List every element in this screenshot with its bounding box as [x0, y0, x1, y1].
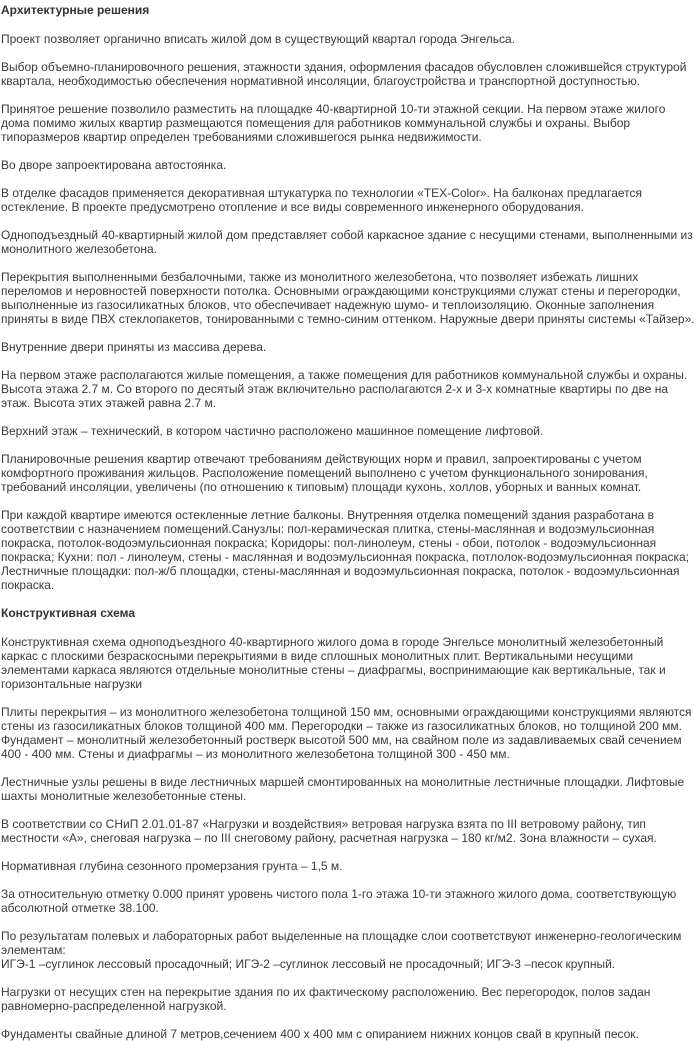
section-heading-structural-scheme: Конструктивная схема: [1, 606, 135, 620]
paragraph: Перекрытия выполненными безбалочными, также из монолитного железобетона, что позволяет избежать лишних переломов и неровностей поверхности потолка. Основными ограждающими конструкциями служат стены и перегородки, выполненные из газосиликатных блоков, что обеспечивает надежную шумо- и теплоизоляцию. Оконные заполнения приняты в виде ПВХ стеклопакетов, тонированными с темно-синим оттенком. Наружные двери приняты системы «Тайзер».: [1, 270, 695, 326]
paragraph: Плиты перекрытия – из монолитного железобетона толщиной 150 мм, основными ограждающими конструкциями являются стены из газосиликатных блоков толщиной 400 мм. Перегородки – также из газосиликатных блоков, но толщиной 200 мм. Фундамент – монолитный железобетонный ростверк высотой 500 мм, на свайном поле из задавливаемых свай сечением 400 - 400 мм. Стены и диафрагмы – из монолитного железобетона толщиной 300 - 450 мм.: [1, 705, 692, 761]
paragraph: В соответствии со СНиП 2.01.01-87 «Нагрузки и воздействия» ветровая нагрузка взята по III ветровому району, тип местности «А», снеговая нагрузка – по III снеговому району, расчетная нагрузка – 180 кг/м2. Зона влажности – сухая.: [1, 817, 657, 845]
section-heading-architecture: Архитектурные решения: [1, 3, 150, 17]
paragraph: При каждой квартире имеются остекленные летние балконы. Внутренняя отделка помещений здания разработана в соответствии с назначением помещений.Санузлы: пол-керамическая плитка, стены-маслянная и водоэмульсионная покраска, потолок-водоэмульсионная покраска; Коридоры: пол-линолеум, стены - обои, потолок - водоэмульсионная покраска; Кухни: пол - линолеум, стены - маслянная и водоэмульсионная покраска, потлолок-водоэмульсионная покраска; Лестничные площадки: пол-ж/б площадки, стены-маслянная и водоэмульсионная покраска, потолок - водоэмульсионная покраска.: [1, 508, 690, 592]
paragraph: Конструктивная схема одноподъездного 40-квартирного жилого дома в городе Энгельсе монолитный железобетонный каркас с плоскими безраскосными перекрытиями в виде сплошных монолитных плит. Вертикальными несущими элементами каркаса являются отдельные монолитные стены – диафрагмы, воспринимающие как вертикальные, так и горизонтальные нагрузки: [1, 635, 666, 691]
paragraph: Внутренние двери приняты из массива дерева.: [1, 340, 267, 354]
paragraph-with-list: По результатам полевых и лабораторных работ выделенные на площадке слои соответствуют инженерно-геологическим элементам: ИГЭ-1 –суглинок лессовый просадочный; ИГЭ-2 –суглинок лессовый не просадочный; ИГЭ-3 –песок крупный.: [1, 929, 682, 971]
paragraph: За относительную отметку 0.000 принят уровень чистого пола 1-го этажа 10-ти этажного жилого дома, соответствующую абсолютной отметке 38.100.: [1, 887, 677, 915]
paragraph: Одноподъездный 40-квартирный жилой дом представляет собой каркасное здание с несущими стенами, выполненными из монолитного железобетона.: [1, 228, 693, 256]
paragraph: Принятое решение позволило разместить на площадке 40-квартирной 10-ти этажной секции. На первом этаже жилого дома помимо жилых квартир размещаются помещения для работников коммунальной службы и охраны. Выбор типоразмеров квартир определен требованиями сложившегося рынка недвижимости.: [1, 102, 666, 144]
paragraph: Фундаменты свайные длиной 7 метров,сечением 400 х 400 мм с опиранием нижних концов свай в крупный песок.: [1, 1027, 639, 1041]
paragraph: Лестничные узлы решены в виде лестничных маршей смонтированных на монолитные лестничные площадки. Лифтовые шахты монолитные железобетонные стены.: [1, 775, 685, 803]
paragraph: Во дворе запроектирована автостоянка.: [1, 158, 227, 172]
paragraph: В отделке фасадов применяется декоративная штукатурка по технологии «TEX-Color». На балконах предлагается остекление. В проекте предусмотрено отопление и все виды современного инженерного оборудования.: [1, 186, 643, 214]
paragraph: Верхний этаж – технический, в котором частично расположено машинное помещение лифтовой.: [1, 424, 544, 438]
paragraph: Нормативная глубина сезонного промерзания грунта – 1,5 м.: [1, 859, 343, 873]
paragraph: Нагрузки от несущих стен на перекрытие здания по их фактическому расположению. Вес перегородок, полов задан равномерно-распределенной нагрузкой.: [1, 985, 651, 1013]
paragraph: Планировочные решения квартир отвечают требованиям действующих норм и правил, запроектированы с учетом комфортного проживания жильцов. Расположение помещений выполнено с учетом функционального зонирования, требований инсоляции, увеличены (по отношению к типовым) площади кухонь, холлов, уборных и ванных комнат.: [1, 452, 648, 494]
paragraph: Проект позволяет органично вписать жилой дом в существующий квартал города Энгельса.: [1, 32, 515, 46]
document-page: [1, 3, 697, 1041]
paragraph: На первом этаже располагаются жилые помещения, а также помещения для работников коммунальной службы и охраны. Высота этажа 2.7 м. Со второго по десятый этаж включительно располагаются 2-х и 3-х комнатные квартиры по две на этаж. Высота этих этажей равна 2.7 м.: [1, 368, 688, 410]
paragraph: Выбор объемно-планировочного решения, этажности здания, оформления фасадов обусловлен сложившейся структурой квартала, необходимостью обеспечения нормативной инсоляции, благоустройства и транспортной доступностью.: [1, 60, 687, 88]
